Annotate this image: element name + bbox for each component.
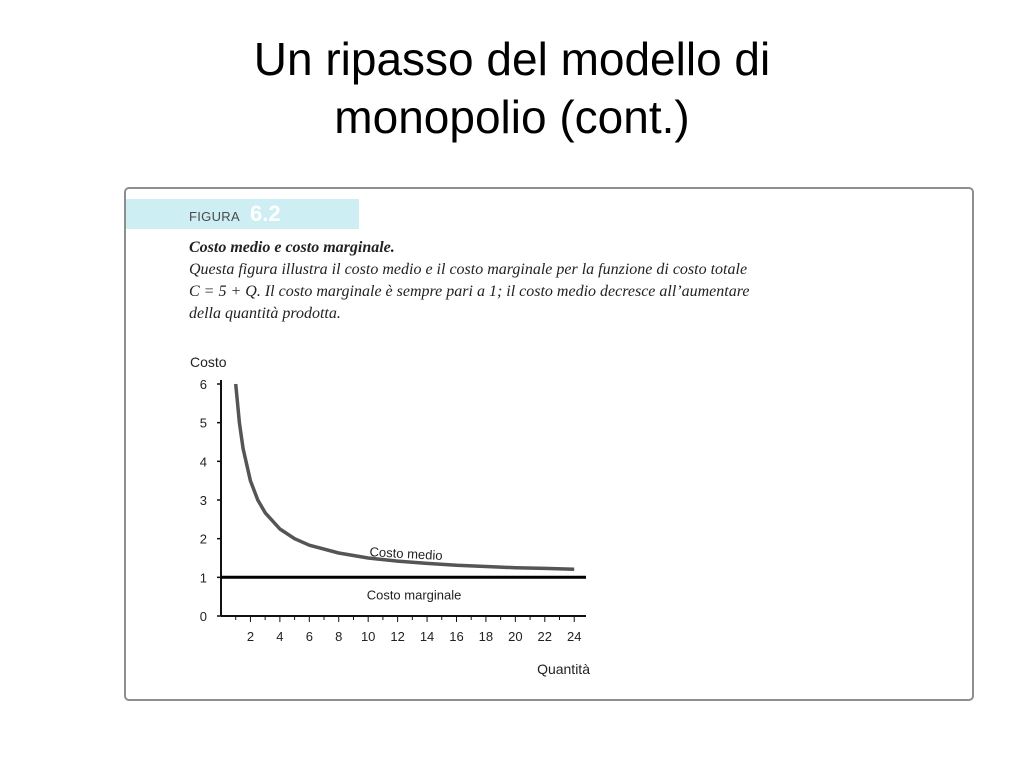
x-tick-label: 18 xyxy=(478,629,494,644)
series-labels xyxy=(367,544,462,603)
series-label-costo-marginale: Costo marginale xyxy=(366,587,462,603)
axes xyxy=(200,377,586,644)
x-tick-label: 8 xyxy=(335,629,343,644)
cost-chart xyxy=(126,189,972,699)
slide-title-line-2: monopolio (cont.) xyxy=(334,91,690,143)
y-tick-label: 4 xyxy=(199,454,207,470)
figure-frame xyxy=(124,187,974,701)
y-tick-label: 5 xyxy=(199,415,207,431)
caption-title: Costo medio e costo marginale. xyxy=(189,239,395,256)
series-label-costo-medio: Costo medio xyxy=(369,544,443,564)
slide-title xyxy=(0,30,1024,146)
x-tick-label: 22 xyxy=(537,629,553,644)
x-tick-label: 12 xyxy=(390,629,405,644)
x-tick-label: 24 xyxy=(566,629,582,644)
x-axis-label: Quantità xyxy=(537,661,590,677)
x-tick-label: 6 xyxy=(305,629,313,644)
y-tick-label: 0 xyxy=(199,609,207,624)
caption-line-1: Questa figura illustra il costo medio e il costo marginale per la funzione di costo totale xyxy=(189,261,748,278)
y-tick-label: 1 xyxy=(199,570,207,586)
slide-title-line-1: Un ripasso del modello di xyxy=(253,33,771,85)
series-line-costo-medio xyxy=(236,384,575,569)
x-tick-label: 14 xyxy=(419,629,435,644)
caption-line-3: della quantità prodotta. xyxy=(189,305,341,322)
figure-number: 6.2 xyxy=(250,201,281,226)
caption-line-2: C = 5 + Q. Il costo marginale è sempre pari a 1; il costo medio decresce all’aumentare xyxy=(189,283,750,300)
x-tick-label: 16 xyxy=(449,629,464,644)
x-tick-label: 4 xyxy=(276,629,284,644)
y-axis-label: Costo xyxy=(190,354,227,370)
x-tick-label: 2 xyxy=(246,629,255,644)
y-tick-label: 2 xyxy=(199,531,207,547)
figure-label: FIGURA xyxy=(189,209,240,224)
x-tick-label: 20 xyxy=(508,629,523,644)
x-tick-label: 10 xyxy=(360,629,376,644)
y-tick-label: 3 xyxy=(199,493,207,508)
y-tick-label: 6 xyxy=(199,377,207,392)
